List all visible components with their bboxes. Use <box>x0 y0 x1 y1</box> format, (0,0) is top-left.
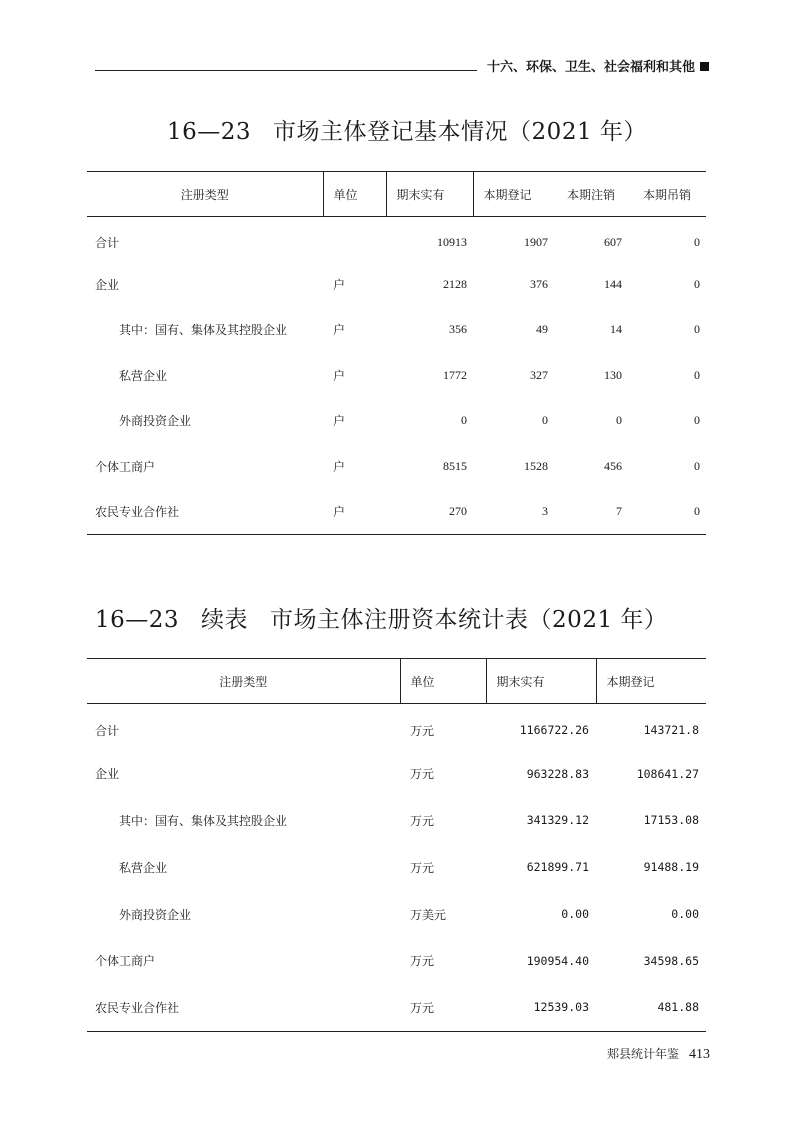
cell-value: 341329.12 <box>526 813 589 828</box>
cell-value: 0 <box>694 234 700 249</box>
cell-value: 190954.40 <box>526 953 589 968</box>
cell-value: 108641.27 <box>636 766 699 781</box>
table-row <box>87 704 706 751</box>
cell-value: 12539.03 <box>486 984 596 1031</box>
table-row <box>87 797 706 844</box>
row-label: 外商投资企业 <box>119 907 192 922</box>
table2-title-text: 市场主体注册资本统计表（2021 年） <box>270 607 668 633</box>
row-label: 合计 <box>95 723 120 738</box>
cell-value: 0 <box>694 277 700 292</box>
table2-continued-label: 续表 <box>201 607 249 633</box>
cell-value: 0 <box>694 413 700 428</box>
cell-value: 10913 <box>437 234 467 249</box>
column-header: 本期注销 <box>554 172 628 217</box>
row-unit: 万元 <box>410 813 435 828</box>
cell-value: 376 <box>530 277 548 292</box>
column-header: 期末实有 <box>486 659 596 704</box>
black-square-icon <box>700 62 709 71</box>
cell-value: 0 <box>694 458 700 473</box>
column-header: 本期登记 <box>596 659 706 704</box>
cell-value: 49 <box>536 322 548 337</box>
cell-value: 8515 <box>443 458 467 473</box>
table1 <box>87 171 706 535</box>
cell-value: 0 <box>694 367 700 382</box>
cell-value: 0.00 <box>561 907 589 922</box>
table-row <box>87 353 706 398</box>
page-footer <box>607 1045 710 1063</box>
cell-value: 0 <box>461 413 467 428</box>
row-label: 外商投资企业 <box>119 414 192 429</box>
column-header: 本期吊销 <box>628 172 706 217</box>
table2-title <box>95 601 667 634</box>
row-unit <box>323 217 386 262</box>
table-row <box>87 443 706 488</box>
row-label: 其中：国有、集体及其控股企业 <box>119 813 288 828</box>
book-title: 郏县统计年鉴 <box>607 1047 680 1061</box>
cell-value: 456 <box>604 458 622 473</box>
column-header: 注册类型 <box>87 172 323 217</box>
cell-value: 270 <box>386 489 473 534</box>
cell-value: 0 <box>542 413 548 428</box>
cell-value: 143721.8 <box>643 723 699 738</box>
row-unit: 万元 <box>410 767 435 782</box>
row-unit: 万元 <box>410 723 435 738</box>
cell-value: 1528 <box>524 458 548 473</box>
row-unit: 万元 <box>410 860 435 875</box>
table1-title-text: 市场主体登记基本情况（2021 年） <box>273 119 647 145</box>
row-unit: 户 <box>333 368 346 383</box>
table-row <box>87 750 706 797</box>
cell-value: 621899.71 <box>526 860 589 875</box>
row-label: 私营企业 <box>119 860 168 875</box>
table-header-row <box>87 659 706 704</box>
row-unit: 户 <box>323 489 386 534</box>
table-row <box>87 844 706 891</box>
cell-value: 17153.08 <box>643 813 699 828</box>
table1-number: 16—23 <box>167 119 252 145</box>
table-row <box>87 489 706 534</box>
header-rule <box>95 70 477 71</box>
table-row <box>87 891 706 938</box>
cell-value: 2128 <box>443 277 467 292</box>
cell-value: 1772 <box>443 367 467 382</box>
cell-value: 130 <box>604 367 622 382</box>
cell-value: 327 <box>530 367 548 382</box>
row-label: 农民专业合作社 <box>87 489 323 534</box>
table1-title <box>167 113 647 146</box>
column-header: 注册类型 <box>87 659 400 704</box>
cell-value: 607 <box>604 234 622 249</box>
cell-value: 91488.19 <box>643 860 699 875</box>
row-unit: 万元 <box>400 984 486 1031</box>
table-row <box>87 398 706 443</box>
cell-value: 356 <box>449 322 467 337</box>
row-unit: 万元 <box>410 954 435 969</box>
table-row <box>87 937 706 984</box>
column-header: 期末实有 <box>386 172 473 217</box>
row-label: 私营企业 <box>119 368 168 383</box>
table-header-row <box>87 172 706 217</box>
cell-value: 3 <box>473 489 554 534</box>
row-label: 个体工商户 <box>95 459 156 474</box>
cell-value: 963228.83 <box>526 766 589 781</box>
cell-value: 0.00 <box>671 907 699 922</box>
page-number: 413 <box>689 1047 711 1062</box>
row-label: 农民专业合作社 <box>87 984 400 1031</box>
table2-number: 16—23 <box>95 607 180 633</box>
section-header <box>487 56 709 75</box>
row-unit: 万美元 <box>410 907 447 922</box>
column-header: 单位 <box>323 172 386 217</box>
cell-value: 481.88 <box>596 984 706 1031</box>
table-row <box>87 984 706 1031</box>
cell-value: 144 <box>604 277 622 292</box>
cell-value: 7 <box>554 489 628 534</box>
row-unit: 户 <box>333 414 346 429</box>
row-label: 其中：国有、集体及其控股企业 <box>119 323 288 338</box>
row-label: 合计 <box>95 235 120 250</box>
cell-value: 34598.65 <box>643 953 699 968</box>
cell-value: 0 <box>616 413 622 428</box>
row-label: 个体工商户 <box>95 954 156 969</box>
row-label: 企业 <box>95 278 120 293</box>
row-unit: 户 <box>333 323 346 338</box>
column-header: 单位 <box>400 659 486 704</box>
cell-value: 0 <box>694 322 700 337</box>
section-header-label: 十六、环保、卫生、社会福利和其他 <box>487 60 696 75</box>
cell-value: 0 <box>628 489 706 534</box>
table-row <box>87 307 706 352</box>
row-label: 企业 <box>95 767 120 782</box>
cell-value: 1907 <box>524 234 548 249</box>
column-header: 本期登记 <box>473 172 554 217</box>
row-unit: 户 <box>333 459 346 474</box>
row-unit: 户 <box>333 278 346 293</box>
table2 <box>87 658 706 1032</box>
cell-value: 14 <box>610 322 622 337</box>
table-row <box>87 217 706 262</box>
table-row <box>87 262 706 307</box>
cell-value: 1166722.26 <box>519 723 589 738</box>
